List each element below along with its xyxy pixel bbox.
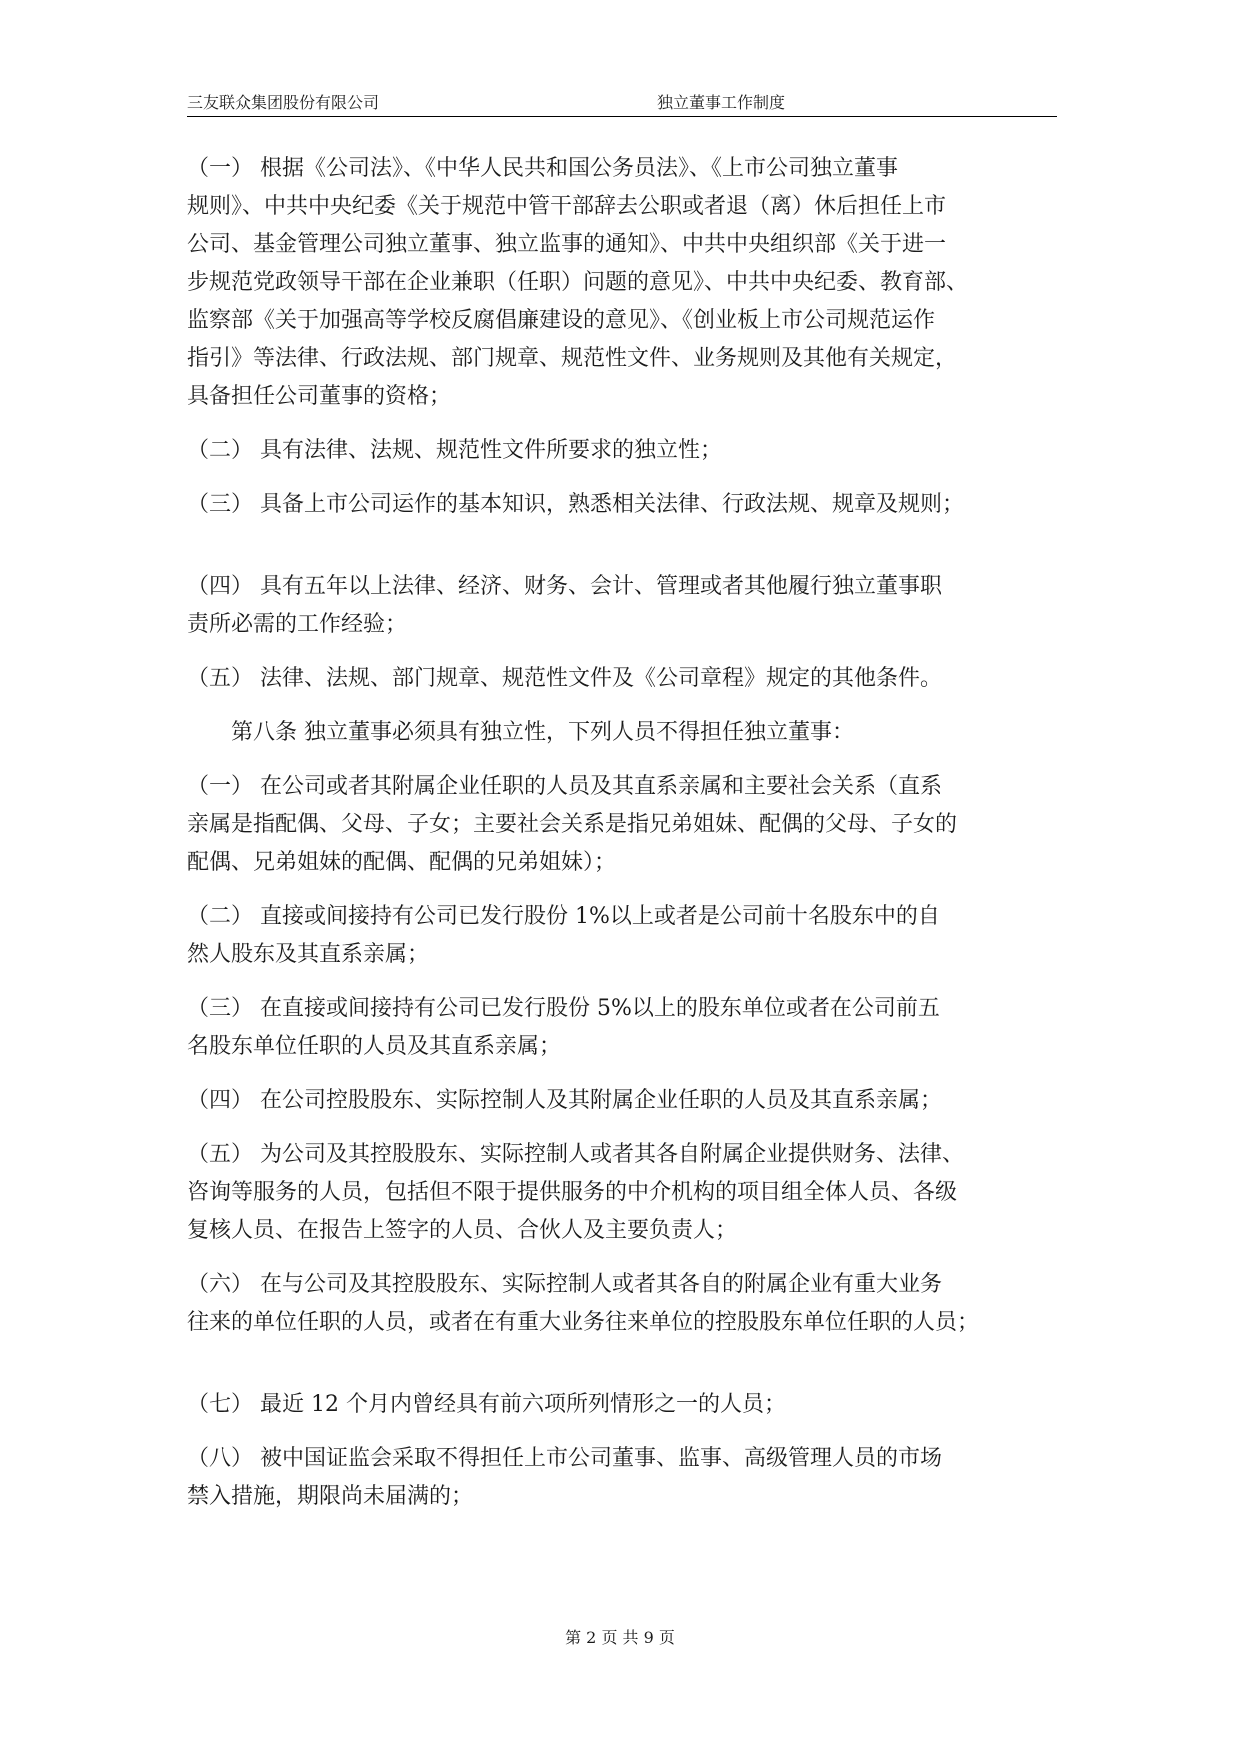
- document-body: [187, 150, 1087, 1532]
- clause-line: 亲属是指配偶、父母、子女；主要社会关系是指兄弟姐妹、配偶的父母、子女的: [187, 812, 958, 837]
- clause-line: 禁入措施，期限尚未届满的；: [187, 1484, 474, 1509]
- clause-line: （二） 直接或间接持有公司已发行股份 1%以上或者是公司前十名股东中的自: [187, 904, 940, 929]
- clause-list-independence-1: [187, 768, 1087, 1342]
- clause-line: 步规范党政领导干部在企业兼职（任职）问题的意见》、中共中央纪委、教育部、: [187, 270, 969, 295]
- clause-line: 复核人员、在报告上签字的人员、合伙人及主要负责人；: [187, 1218, 738, 1243]
- clause-item: [187, 1440, 1087, 1516]
- article-8-heading: 第八条 独立董事必须具有独立性，下列人员不得担任独立董事：: [231, 720, 854, 745]
- clause-line: 监察部《关于加强高等学校反腐倡廉建设的意见》、《创业板上市公司规范运作: [187, 308, 936, 333]
- clause-list-qualifications-1: [187, 150, 1087, 524]
- clause-list-qualifications-2: [187, 568, 1087, 698]
- clause-line: 名股东单位任职的人员及其直系亲属；: [187, 1034, 562, 1059]
- clause-line: 规则》、中共中央纪委《关于规范中管干部辞去公职或者退（离）休后担任上市: [187, 194, 947, 219]
- clause-line: 往来的单位任职的人员，或者在有重大业务往来单位的控股股东单位任职的人员；: [187, 1310, 980, 1335]
- clause-item: [187, 768, 1087, 882]
- clause-line: （五） 法律、法规、部门规章、规范性文件及《公司章程》规定的其他条件。: [187, 666, 942, 691]
- header-document-title: 独立董事工作制度: [657, 93, 786, 112]
- spacer: [187, 1358, 1087, 1386]
- clause-line: （一） 根据《公司法》、《中华人民共和国公务员法》、《上市公司独立董事: [187, 156, 898, 181]
- clause-line: （八） 被中国证监会采取不得担任上市公司董事、监事、高级管理人员的市场: [187, 1446, 942, 1471]
- clause-line: （四） 具有五年以上法律、经济、财务、会计、管理或者其他履行独立董事职: [187, 574, 942, 599]
- page-header: [187, 90, 1057, 117]
- header-company-name: 三友联众集团股份有限公司: [187, 93, 380, 112]
- clause-list-independence-2: [187, 1386, 1087, 1516]
- clause-line: 责所必需的工作经验；: [187, 612, 408, 637]
- clause-line: 咨询等服务的人员，包括但不限于提供服务的中介机构的项目组全体人员、各级: [187, 1180, 958, 1205]
- clause-line: （三） 在直接或间接持有公司已发行股份 5%以上的股东单位或者在公司前五: [187, 996, 940, 1021]
- clause-line: 指引》等法律、行政法规、部门规章、规范性文件、业务规则及其他有关规定，: [187, 346, 958, 371]
- clause-line: 然人股东及其直系亲属；: [187, 942, 430, 967]
- clause-line: （三） 具备上市公司运作的基本知识，熟悉相关法律、行政法规、规章及规则；: [187, 492, 964, 517]
- clause-item: [187, 486, 1087, 524]
- clause-line: 公司、基金管理公司独立董事、独立监事的通知》、中共中央组织部《关于进一: [187, 232, 947, 257]
- clause-item: [187, 1386, 1087, 1424]
- clause-item: [187, 432, 1087, 470]
- clause-item: [187, 660, 1087, 698]
- clause-line: 配偶、兄弟姐妹的配偶、配偶的兄弟姐妹）；: [187, 850, 617, 875]
- clause-line: （六） 在与公司及其控股股东、实际控制人或者其各自的附属企业有重大业务: [187, 1272, 942, 1297]
- spacer: [187, 540, 1087, 568]
- clause-item: [187, 898, 1087, 974]
- clause-line: 具备担任公司董事的资格；: [187, 384, 452, 409]
- clause-line: （七） 最近 12 个月内曾经具有前六项所列情形之一的人员；: [187, 1392, 786, 1417]
- page-number: 第 2 页 共 9 页: [565, 1628, 675, 1647]
- clause-item: [187, 1266, 1087, 1342]
- clause-item: [187, 568, 1087, 644]
- clause-line: （四） 在公司控股股东、实际控制人及其附属企业任职的人员及其直系亲属；: [187, 1088, 942, 1113]
- clause-item: [187, 990, 1087, 1066]
- clause-line: （五） 为公司及其控股股东、实际控制人或者其各自附属企业提供财务、法律、: [187, 1142, 964, 1167]
- clause-line: （二） 具有法律、法规、规范性文件所要求的独立性；: [187, 438, 722, 463]
- clause-item: [187, 1136, 1087, 1250]
- clause-item: [187, 1082, 1087, 1120]
- clause-line: （一） 在公司或者其附属企业任职的人员及其直系亲属和主要社会关系（直系: [187, 774, 942, 799]
- clause-item: [187, 150, 1087, 416]
